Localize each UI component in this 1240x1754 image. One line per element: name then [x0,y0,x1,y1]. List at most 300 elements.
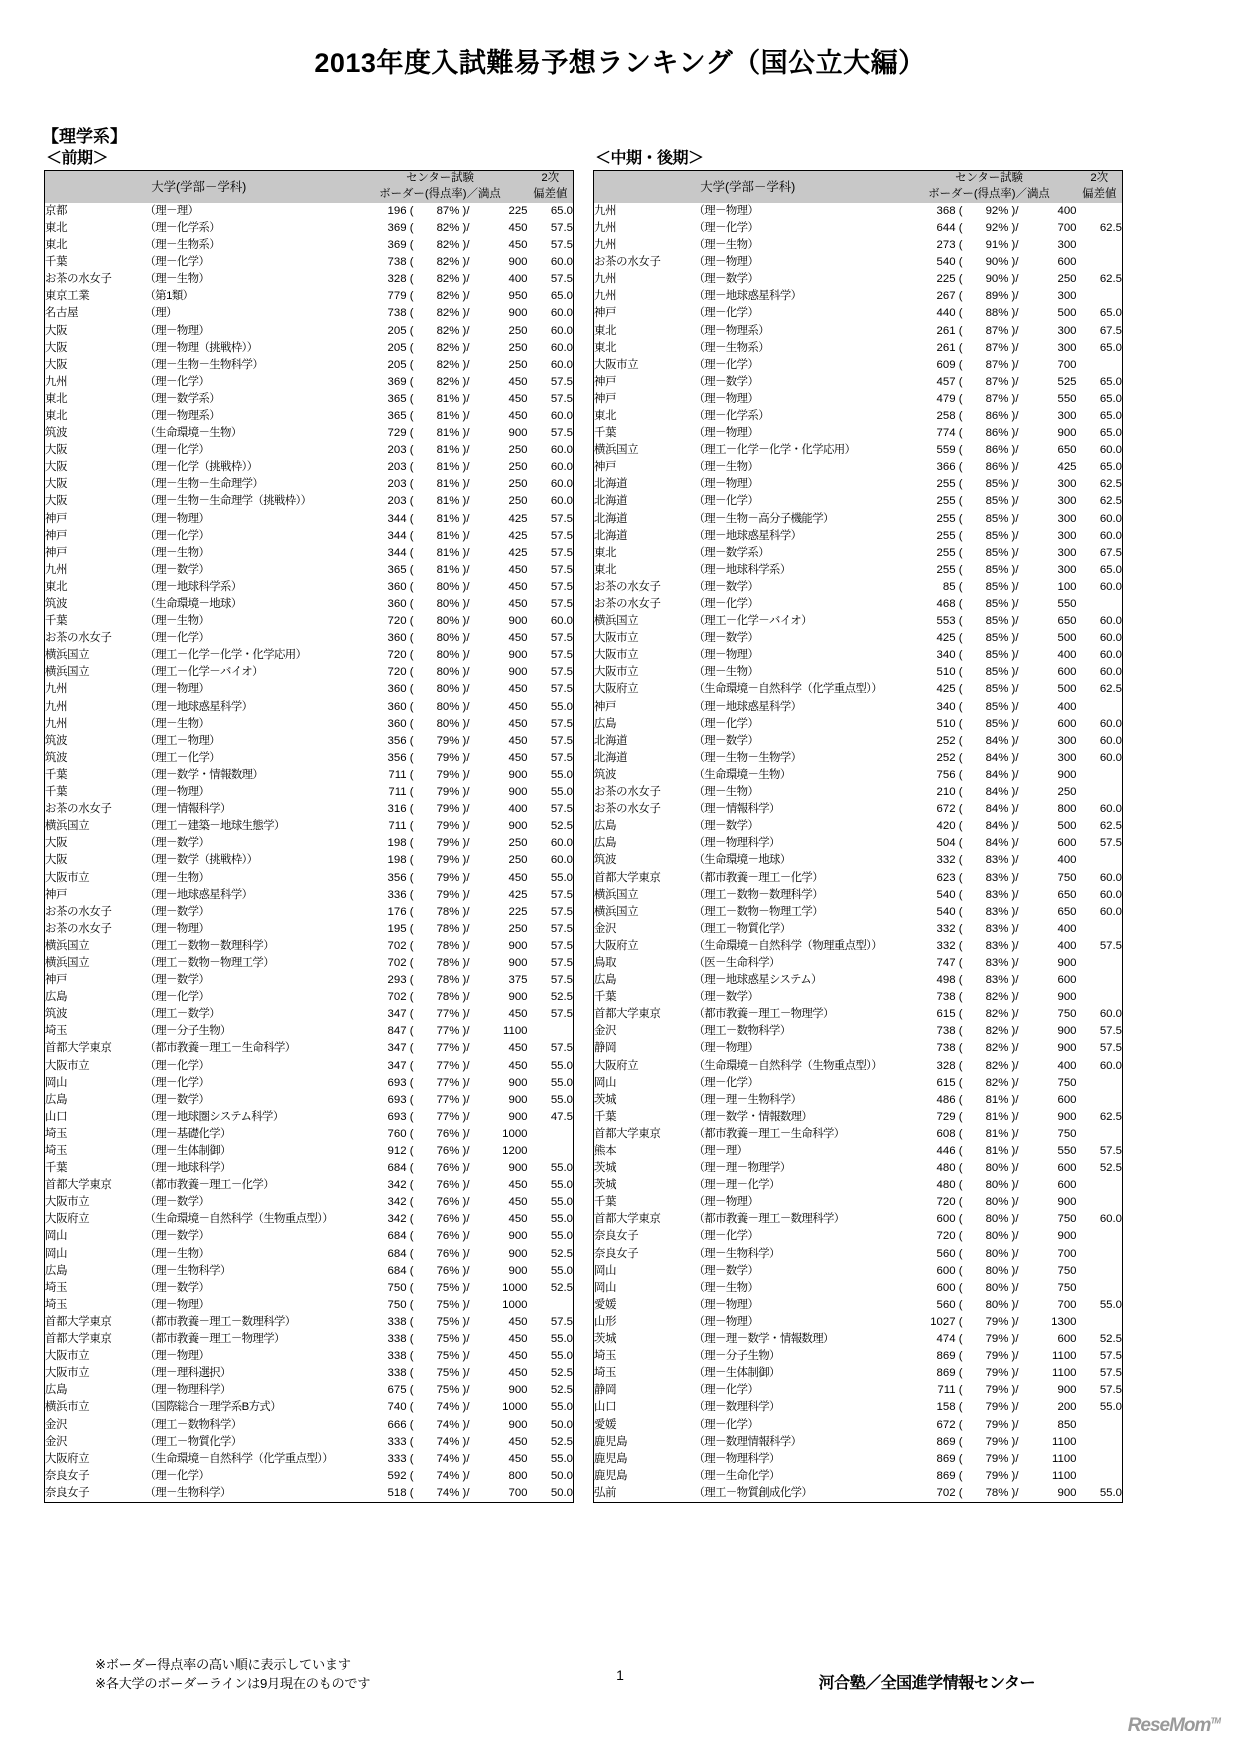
cell-border-score: 480 ( [936,1179,963,1192]
cell-border-percent: 81% )/ [985,1093,1019,1106]
cell-university: 岡山 [594,1281,617,1294]
cell-full-score: 900 [1057,956,1077,969]
cell-deviation [1077,203,1123,220]
cell-university: 筑波 [45,1008,68,1021]
cell-university: 千葉 [594,1110,617,1123]
cell-full-score: 250 [1057,273,1077,286]
cell-department: （理－化学） [144,529,210,542]
cell-deviation: 55.0 [550,1350,574,1363]
cell-university: 京都 [45,204,68,217]
cell-deviation: 52.5 [550,1367,574,1380]
cell-border-score: 847 ( [387,1025,414,1038]
cell-full-score: 400 [508,803,528,816]
cell-department: （国際総合－理学系B方式） [144,1401,281,1414]
cell-department: （理工－数物科学） [144,1418,242,1431]
cell-deviation [1077,357,1123,374]
cell-border-percent: 81% )/ [436,563,470,576]
table-row [45,1468,574,1485]
footnote-2: ※各大学のボーダーラインは9月現在のものです [95,1676,371,1692]
cell-border-score: 176 ( [387,905,414,918]
cell-border-score: 420 ( [936,820,963,833]
cell-full-score: 500 [1057,307,1077,320]
table-row [594,545,1123,562]
cell-university: 九州 [594,239,617,252]
cell-border-score: 540 ( [936,888,963,901]
cell-university: 神戸 [594,392,617,405]
cell-border-percent: 81% )/ [436,495,470,508]
cell-border-percent: 82% )/ [985,1076,1019,1089]
cell-border-score: 369 ( [387,221,414,234]
cell-border-score: 344 ( [387,546,414,559]
cell-full-score: 400 [1057,649,1077,662]
cell-university: 広島 [594,974,617,987]
cell-full-score: 250 [508,444,528,457]
cell-university: 北海道 [594,734,628,747]
cell-university: お茶の水女子 [45,273,112,286]
cell-border-score: 720 ( [936,1230,963,1243]
cell-border-percent: 76% )/ [436,1264,470,1277]
cell-department: （理工－物理） [144,734,221,747]
cell-border-percent: 79% )/ [436,786,470,799]
cell-full-score: 600 [1057,1333,1077,1346]
cell-department: （理－生命化学） [693,1469,780,1482]
table-row [45,750,574,767]
cell-border-score: 366 ( [936,461,963,474]
resemom-logo: ReseMom™ [1127,1715,1220,1736]
table-row [594,853,1123,870]
cell-deviation: 60.0 [1099,632,1123,645]
cell-border-score: 333 ( [387,1452,414,1465]
cell-full-score: 375 [508,974,528,987]
table-row [594,1143,1123,1160]
cell-border-score: 273 ( [936,239,963,252]
cell-department: （理工－数学） [144,1008,221,1021]
cell-deviation: 65.0 [550,204,574,217]
cell-border-percent: 86% )/ [985,409,1019,422]
cell-department: （理－理） [693,1145,748,1157]
cell-full-score: 900 [508,307,528,320]
cell-department: （都市教養－理工－物理学） [144,1333,285,1346]
cell-border-score: 365 ( [387,409,414,422]
cell-border-score: 332 ( [936,854,963,867]
table-row [594,442,1123,459]
cell-department: （理－化学） [144,991,210,1004]
cell-deviation: 57.5 [550,649,574,662]
cell-university: 横浜国立 [45,666,90,679]
cell-department: （理－化学） [693,221,759,234]
cell-border-score: 720 ( [936,1196,963,1209]
cell-border-score: 684 ( [387,1230,414,1243]
cell-border-percent: 74% )/ [436,1452,470,1465]
cell-university: 埼玉 [45,1298,68,1311]
cell-department: （理－理－数学・情報数理） [693,1333,834,1346]
cell-full-score: 450 [508,580,528,593]
cell-deviation: 57.5 [1099,1025,1123,1038]
cell-full-score: 700 [1057,358,1077,371]
cell-border-score: 328 ( [387,273,414,286]
cell-department: （生命環境－自然科学（物理重点型）） [693,939,883,952]
table-row [45,870,574,887]
cell-department: （理－物理科学） [144,1384,231,1397]
cell-full-score: 950 [508,290,528,303]
cell-university: 首都大学東京 [45,1179,112,1192]
cell-university: 九州 [594,273,617,286]
cell-border-score: 774 ( [936,427,963,440]
table-row [594,1126,1123,1143]
cell-department: （理－生物－生命理学） [144,478,264,491]
cell-university: 鹿児島 [594,1435,628,1448]
cell-full-score: 900 [508,666,528,679]
cell-deviation: 57.5 [550,939,574,952]
table-row [594,1314,1123,1331]
cell-deviation: 52.5 [1099,1333,1123,1346]
cell-deviation: 57.5 [1099,837,1123,850]
cell-university: 九州 [594,290,617,303]
cell-department: （理－数学） [144,1196,210,1209]
cell-full-score: 450 [508,392,528,405]
cell-full-score: 900 [1057,1196,1077,1209]
cell-university: 横浜国立 [594,615,639,628]
cell-border-score: 261 ( [936,324,963,337]
cell-border-score: 623 ( [936,871,963,884]
cell-department: （理－数学） [693,580,759,593]
cell-border-score: 360 ( [387,598,414,610]
cell-university: 埼玉 [45,1281,68,1294]
cell-deviation: 60.0 [550,837,574,850]
cell-department: （理－化学） [144,444,210,457]
cell-full-score: 450 [508,1333,528,1346]
cell-border-score: 203 ( [387,478,414,491]
cell-department: （理工－数物－物理工学） [144,956,274,969]
cell-university: 北海道 [594,495,628,508]
cell-border-percent: 82% )/ [985,1059,1019,1072]
cell-border-score: 518 ( [387,1486,414,1499]
cell-full-score: 900 [508,256,528,269]
cell-department: （理－物理系） [693,324,770,337]
cell-border-percent: 85% )/ [985,529,1019,542]
cell-border-score: 347 ( [387,1059,414,1072]
cell-border-percent: 76% )/ [436,1247,470,1260]
cell-university: 東北 [594,341,617,354]
cell-border-percent: 83% )/ [985,854,1019,867]
cell-university: 北海道 [594,478,628,491]
cell-border-percent: 79% )/ [985,1401,1019,1414]
cell-border-percent: 80% )/ [436,717,470,730]
cell-border-score: 711 ( [388,820,414,833]
cell-full-score: 750 [1057,1008,1077,1021]
cell-border-percent: 80% )/ [985,1213,1019,1226]
cell-department: （理－地球惑星科学） [693,529,802,542]
cell-department: （都市教養－理工－数理科学） [144,1315,296,1328]
table-row [594,1417,1123,1434]
cell-department: （理－地球圏システム科学） [144,1110,284,1123]
table-row [594,1297,1123,1314]
cell-deviation: 47.5 [550,1110,574,1123]
cell-full-score: 900 [508,1230,528,1243]
table-row [594,1434,1123,1451]
cell-border-score: 210 ( [936,786,963,799]
cell-border-percent: 82% )/ [436,341,470,354]
cell-full-score: 450 [508,409,528,422]
table-row [594,340,1123,357]
cell-border-score: 702 ( [936,1486,963,1499]
cell-full-score: 1000 [502,1281,528,1294]
cell-department: （理工－化学－化学・化学応用） [144,649,307,662]
cell-department: （理－数学系） [144,392,221,405]
cell-university: 岡山 [45,1076,68,1089]
cell-border-percent: 84% )/ [985,837,1019,850]
cell-university: お茶の水女子 [45,905,112,918]
cell-university: 鳥取 [594,956,617,969]
cell-border-score: 672 ( [936,803,963,816]
table-header-chuki-kouki [594,171,1123,204]
cell-border-score: 600 ( [936,1281,963,1294]
cell-department: （理－地球惑星科学） [693,700,802,713]
cell-university: 山口 [594,1401,617,1414]
cell-department: （生命環境－生物） [693,768,791,781]
cell-border-score: 479 ( [936,392,963,405]
table-row [45,1160,574,1177]
cell-border-score: 425 ( [936,632,963,645]
cell-deviation: 55.0 [550,1333,574,1346]
cell-border-percent: 88% )/ [985,307,1019,320]
cell-border-percent: 77% )/ [436,1110,470,1123]
cell-department: （理－化学系） [144,221,221,234]
cell-border-score: 738 ( [936,1042,963,1055]
cell-border-percent: 79% )/ [985,1384,1019,1397]
publisher-name: 河合塾／全国進学情報センター [818,1675,1035,1692]
cell-university: 千葉 [45,1162,68,1175]
cell-university: 千葉 [45,256,68,269]
cell-border-score: 338 ( [387,1367,414,1380]
cell-border-percent: 78% )/ [436,956,470,969]
table-row [594,579,1123,596]
cell-border-score: 756 ( [936,768,963,781]
table-row [45,237,574,254]
cell-department: （理－生物系） [693,341,770,354]
table-row [594,1263,1123,1280]
cell-border-score: 600 ( [936,1264,963,1277]
cell-border-score: 608 ( [936,1127,963,1140]
cell-deviation: 57.5 [550,683,574,696]
cell-border-score: 779 ( [387,290,414,303]
cell-deviation: 60.0 [550,324,574,337]
table-row [594,1109,1123,1126]
cell-full-score: 450 [508,734,528,747]
table-row [45,1348,574,1365]
cell-university: 大阪 [45,478,68,491]
cell-department: （理－化学） [693,1418,759,1431]
cell-border-score: 720 ( [387,666,414,679]
cell-deviation: 57.5 [550,375,574,388]
cell-border-percent: 82% )/ [985,991,1019,1004]
cell-department: （生命環境－地球） [693,854,791,867]
cell-full-score: 900 [508,1093,528,1106]
table-row [594,1024,1123,1041]
cell-border-percent: 80% )/ [985,1298,1019,1311]
cell-border-score: 609 ( [936,358,963,371]
cell-full-score: 100 [1057,580,1077,593]
cell-department: （理－数学） [144,1281,210,1294]
cell-department: （理－生物－生命理学（挑戦枠）） [144,495,312,508]
table-row [45,989,574,1006]
table-row [594,1075,1123,1092]
cell-border-score: 684 ( [387,1264,414,1277]
cell-border-percent: 85% )/ [985,478,1019,491]
cell-university: 横浜国立 [594,888,639,901]
cell-border-percent: 80% )/ [436,666,470,679]
cell-border-percent: 81% )/ [436,529,470,542]
cell-department: （理－化学） [144,632,210,645]
cell-full-score: 900 [508,939,528,952]
cell-department: （理－地球科学系） [144,580,242,593]
cell-border-score: 342 ( [387,1196,414,1209]
cell-deviation: 57.5 [1099,1145,1123,1157]
cell-university: 大阪市立 [45,1059,90,1072]
cell-university: 大阪 [45,854,68,867]
table-row [594,972,1123,989]
cell-department: （理－分子生物） [144,1025,231,1038]
cell-border-score: 553 ( [936,615,963,628]
cell-deviation: 55.0 [550,1213,574,1226]
cell-deviation: 57.5 [1099,1350,1123,1363]
table-row [45,1075,574,1092]
cell-full-score: 900 [508,956,528,969]
table-row [45,1177,574,1194]
cell-border-score: 360 ( [387,632,414,645]
cell-deviation: 60.0 [1099,751,1123,764]
cell-deviation: 52.5 [550,1435,574,1448]
cell-university: 神戸 [45,974,68,987]
cell-deviation: 60.0 [1099,666,1123,679]
cell-border-score: 869 ( [936,1435,963,1448]
cell-deviation: 57.5 [550,666,574,679]
cell-university: 東北 [45,392,68,405]
cell-full-score: 1300 [1051,1315,1077,1328]
cell-deviation: 50.0 [550,1469,574,1482]
table-row [45,1006,574,1023]
cell-full-score: 250 [508,837,528,850]
cell-university: 筑波 [594,854,617,867]
cell-border-percent: 79% )/ [985,1333,1019,1346]
cell-department: （理－数学） [693,820,759,833]
cell-university: 愛媛 [594,1298,617,1311]
table-row [45,494,574,511]
cell-deviation [1077,1280,1123,1297]
cell-department: （理工－化学－化学・化学応用） [693,444,856,457]
cell-department: （都市教養－理工－生命科学） [693,1127,845,1140]
cell-university: 奈良女子 [594,1247,639,1260]
cell-border-score: 369 ( [387,239,414,252]
cell-department: （理－情報科学） [144,803,231,816]
cell-border-score: 85 ( [942,580,963,593]
table-row [594,1451,1123,1468]
table-row [594,835,1123,852]
table-row [45,1058,574,1075]
cell-full-score: 700 [1057,221,1077,234]
cell-university: 神戸 [45,546,68,559]
cell-department: （理－物理） [693,478,759,491]
cell-department: （理－化学） [144,1076,210,1089]
cell-border-percent: 79% )/ [436,803,470,816]
cell-border-score: 255 ( [936,478,963,491]
cell-university: 九州 [594,204,617,217]
cell-university: 東北 [594,409,617,422]
cell-university: 大阪 [45,358,68,371]
cell-deviation: 57.5 [550,546,574,559]
table-row [45,1434,574,1451]
table-row [45,1280,574,1297]
cell-border-percent: 86% )/ [985,461,1019,474]
cell-university: 大阪府立 [45,1213,90,1226]
cell-border-score: 369 ( [387,375,414,388]
cell-full-score: 425 [508,512,528,525]
header-deviation: 偏差値 [528,187,574,203]
cell-border-score: 740 ( [387,1401,414,1414]
cell-border-percent: 79% )/ [436,820,470,833]
cell-full-score: 300 [1057,495,1077,508]
cell-university: 東北 [45,221,68,234]
cell-deviation: 57.5 [550,905,574,918]
cell-full-score: 450 [508,683,528,696]
table-row [45,528,574,545]
cell-border-score: 267 ( [936,290,963,303]
cell-border-score: 252 ( [936,734,963,747]
table-row [45,1126,574,1143]
ranking-tables-container [44,145,1196,1503]
cell-department: （理－数理情報科学） [693,1435,802,1448]
cell-deviation: 60.0 [1099,1213,1123,1226]
table-row [594,955,1123,972]
cell-border-score: 225 ( [936,273,963,286]
footnote-1: ※ボーダー得点率の高い順に表示しています [95,1657,351,1672]
cell-border-percent: 80% )/ [985,1281,1019,1294]
cell-border-percent: 79% )/ [436,837,470,850]
cell-university: 大阪 [45,837,68,850]
cell-university: 千葉 [45,768,68,781]
cell-border-percent: 77% )/ [436,1093,470,1106]
cell-university: 広島 [45,1384,68,1397]
cell-full-score: 900 [508,768,528,781]
cell-border-percent: 87% )/ [985,324,1019,337]
cell-department: （理－物理） [693,1042,759,1055]
cell-full-score: 600 [1057,1093,1077,1106]
cell-deviation [1077,989,1123,1006]
cell-deviation: 55.0 [550,1452,574,1465]
cell-border-percent: 78% )/ [985,1486,1019,1499]
cell-border-percent: 84% )/ [985,751,1019,764]
cell-department: （理－生体制御） [693,1367,780,1380]
cell-deviation [1077,1314,1123,1331]
cell-department: （生命環境－自然科学（生物重点型）） [144,1213,334,1226]
cell-university: 筑波 [45,598,68,610]
cell-department: （理－化学） [693,307,759,320]
cell-university: 東北 [45,409,68,422]
header-second: 2次 [1077,171,1123,188]
cell-border-score: 255 ( [936,546,963,559]
table-row [594,596,1123,613]
cell-university: 横浜国立 [45,939,90,952]
cell-deviation: 55.0 [550,1059,574,1072]
cell-border-percent: 74% )/ [436,1435,470,1448]
cell-department: （理） [144,307,177,320]
cell-department: （理－数学） [693,1264,759,1277]
cell-border-percent: 85% )/ [985,683,1019,696]
cell-full-score: 650 [1057,615,1077,628]
cell-full-score: 900 [508,1264,528,1277]
cell-full-score: 900 [1057,1110,1077,1123]
cell-university: お茶の水女子 [45,632,112,645]
